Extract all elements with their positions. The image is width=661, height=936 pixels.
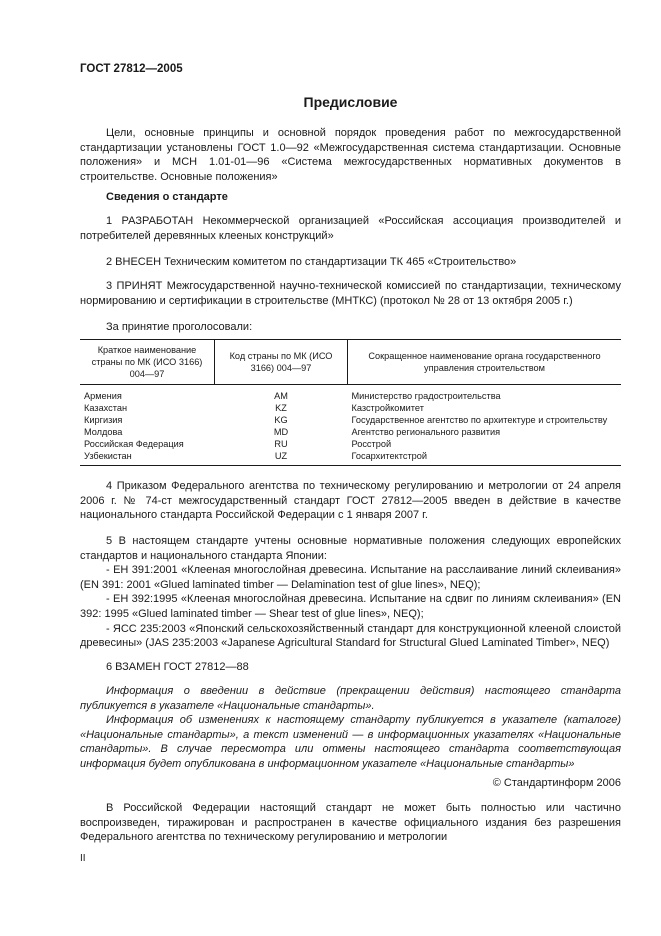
table-row [80,450,621,466]
item-6-replaces: 6 ВЗАМЕН ГОСТ 27812—88 [106,661,249,673]
table-row [80,414,621,426]
item-4-order: 4 Приказом Федерального агентства по техническому регулированию и метрологии от 24 апреля 2006 г. № 74-ст межгосударственный стандарт ГОСТ 27812—2005 введен в действие в качестве национального стандарта Российской Федерации с 1 января 2007 г. [80,480,621,522]
voted-label: За принятие проголосовали: [106,321,253,333]
authority-cell: Казстройкомитет [351,403,424,413]
info-heading: Сведения о стандарте [106,191,228,203]
intro-paragraph: Цели, основные принципы и основной порядок проведения работ по межгосударственной стандартизации установлены ГОСТ 1.0—92 «Межгосударственная система стандартизации. Основные положения» и МСН 1.01-01—96 «Система межгосударственных нормативных документов в строительстве. Основные положения» [80,127,621,183]
item-5-en392: - ЕН 392:1995 «Клееная многослойная древесина. Испытание на сдвиг по линиям склеивания» (EN 392: 1995 «Glued laminated timber — Shear test of glue lines», NEQ); [80,593,621,620]
country-cell: Армения [84,391,122,401]
table-header-authority: Сокращенное наименование органа государственного управления строительством [348,340,622,385]
item-1-developed: 1 РАЗРАБОТАН Некоммерческой организацией «Российская ассоциация производителей и потребителей деревянных клееных конструкций» [80,215,621,242]
authority-cell: Министерство градостроительства [351,391,501,401]
item-3-adopted: 3 ПРИНЯТ Межгосударственной научно-технической комиссией по стандартизации, техническому нормированию и сертификации в строительстве (МНТКС) (протокол № 28 от 13 октября 2005 г.) [80,280,621,307]
country-cell: Узбекистан [80,450,215,466]
voting-table [80,339,621,466]
item-5-block [80,534,621,651]
item-5-en391: - ЕН 391:2001 «Клееная многослойная древесина. Испытание на расслаивание линий склеивания» (EN 391: 2001 «Glued laminated timber — Delamination test of glue lines», NEQ); [80,564,621,591]
country-cell: Казахстан [84,403,128,413]
country-cell: Российская Федерация [84,439,184,449]
standard-header: ГОСТ 27812—2005 [80,63,183,75]
authority-cell: Агентство регионального развития [351,427,501,437]
legal-notice: В Российской Федерации настоящий стандарт не может быть полностью или частично воспроизведен, тиражирован и распространен в качестве официального издания без разрешения Федерального агентства по техническому регулированию и метрологии [80,802,621,844]
table-header-country: Краткое наименование страны по МК (ИСО 3166) 004—97 [80,340,215,385]
table-row [80,385,621,403]
code-cell: AM [274,391,288,401]
item-5-jas235: - ЯСС 235:2003 «Японский сельскохозяйственный стандарт для конструкционной клееной слоистой древесины» (JAS 235:2003 «Japanese Agricultural Standard for Structural Glued Laminated Timber», NEQ) [80,622,621,650]
table-row [80,402,621,414]
notice-changes: Информация об изменениях к настоящему стандарту публикуется в указателе (каталоге) «Национальные стандарты», а текст изменений — в информационных указателях «Национальные стандарты». В случае пересмотра или отмены настоящего стандарта соответствующая информация будет опубликована в информационном указателе «Национальные стандарты» [80,714,621,770]
code-cell: KG [274,415,288,425]
table-header-row [80,340,621,385]
code-cell: RU [274,439,288,449]
authority-cell: Государственное агентство по архитектуре и строительству [351,415,608,425]
page-number: II [80,853,86,864]
code-cell: KZ [275,403,287,413]
page-title: Предисловие [303,94,398,110]
table-row [80,426,621,438]
authority-cell: Госархитектстрой [348,450,622,466]
notice-block [80,684,621,772]
country-cell: Киргизия [84,415,123,425]
country-cell: Молдова [84,427,123,437]
item-2-introduced: 2 ВНЕСЕН Техническим комитетом по стандартизации ТК 465 «Строительство» [106,256,517,268]
authority-cell: Росстрой [351,439,392,449]
table-header-code: Код страны по МК (ИСО 3166) 004—97 [215,340,348,385]
copyright: © Стандартинформ 2006 [492,777,621,789]
item-5-intro: 5 В настоящем стандарте учтены основные нормативные положения следующих европейских стандартов и национального стандарта Японии: [80,535,621,562]
table-row [80,438,621,450]
code-cell: MD [273,427,289,437]
notice-introduction: Информация о введении в действие (прекращении действия) настоящего стандарта публикуется в указателе «Национальные стандарты». [80,685,621,712]
code-cell: UZ [215,450,348,466]
